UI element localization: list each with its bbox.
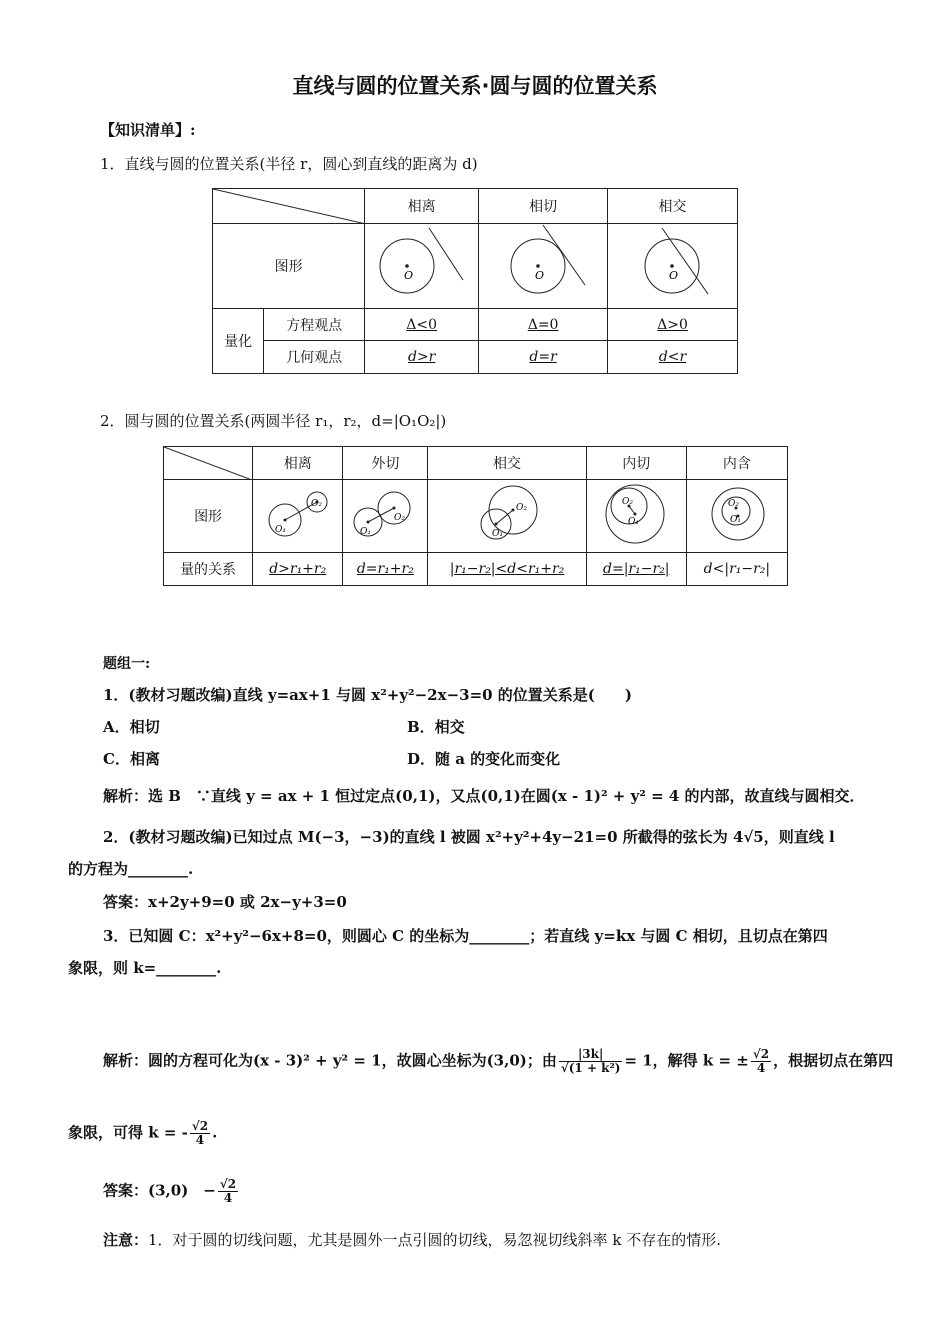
note	[103, 1229, 721, 1250]
page-title: 直线与圆的位置关系·圆与圆的位置关系	[292, 74, 658, 98]
geo-value: d=r	[479, 341, 608, 374]
line-circle-tangent-figure	[481, 224, 606, 304]
circles-external-tangent-figure	[344, 480, 426, 548]
q1-option-d: D．随 a 的变化而变化	[407, 750, 561, 768]
col-header: 内含	[686, 447, 787, 480]
eq-value: Δ=0	[479, 309, 608, 341]
q3-line1: 3．已知圆 C：x²+y²−6x+8=0，则圆心 C 的坐标为________；若直线 y=kx 与圆 C 相切，且切点在第四	[103, 927, 828, 945]
q3-fraction-k: $\frac{√2}{4}$	[752, 1047, 770, 1075]
circles-intersect-figure	[430, 480, 585, 548]
answer-fraction: $\frac{√2}{4}$	[219, 1177, 237, 1205]
col-header: 相交	[428, 447, 586, 480]
eq-value: Δ>0	[608, 309, 738, 341]
group1-heading: 题组一:	[103, 656, 151, 672]
o2-label: O₂	[727, 499, 739, 509]
figure-external-tangent	[343, 480, 428, 553]
line-circle-intersect-figure	[610, 224, 735, 304]
o2-label: O₂	[394, 513, 406, 523]
row-label-figure: 图形	[164, 480, 253, 553]
line-circle-table	[212, 188, 738, 374]
note-text: 1．对于圆的切线问题，尤其是圆外一点引圆的切线，易忽视切线斜率 k 不存在的情形.	[148, 1231, 721, 1249]
diagonal-line	[213, 189, 366, 224]
figure-intersect	[608, 224, 738, 309]
geo-value: d>r	[365, 341, 479, 374]
q1-option-c: C．相离	[103, 750, 160, 768]
figure-internal-tangent	[586, 480, 686, 553]
note-label: 注意：	[103, 1231, 149, 1249]
diagonal-header-cell	[213, 189, 365, 224]
row-label-quant: 量化	[213, 309, 264, 374]
col-header: 内切	[586, 447, 686, 480]
relation-value: d<|r₁−r₂|	[686, 553, 787, 586]
row-label-geo: 几何观点	[264, 341, 365, 374]
o1-label: O₁	[627, 517, 639, 527]
circles-contain-figure	[688, 480, 786, 548]
relation-value: d=r₁+r₂	[343, 553, 428, 586]
diagonal-line	[164, 447, 252, 480]
diagonal-header-cell	[164, 447, 253, 480]
q3-fraction	[559, 1048, 623, 1075]
figure-separate	[253, 480, 343, 553]
col-header: 相离	[365, 189, 479, 224]
q1-text: 1．(教材习题改编)直线 y=ax+1 与圆 x²+y²−2x−3=0 的位置关系是( )	[103, 686, 632, 704]
relation-value: |r₁−r₂|<d<r₁+r₂	[428, 553, 586, 586]
col-header: 外切	[343, 447, 428, 480]
row-label-eq: 方程观点	[264, 309, 365, 341]
col-header: 相切	[479, 189, 608, 224]
col-header: 相交	[608, 189, 738, 224]
knowledge-heading: 【知识清单】:	[100, 121, 196, 139]
circles-separate-figure	[255, 480, 341, 548]
q3-fraction-result: $\frac{√2}{4}$	[191, 1119, 209, 1147]
q1-option-a: A．相切	[103, 718, 160, 736]
center-label: O	[403, 269, 413, 282]
q3-analysis-part-c: ，根据切点在第四	[773, 1051, 894, 1070]
section2-heading: 2．圆与圆的位置关系(两圆半径 r₁，r₂，d=|O₁O₂|)	[100, 412, 447, 430]
q1-option-b: B．相交	[407, 718, 465, 736]
q3-analysis-part-b: = 1，解得 k = ±	[624, 1051, 749, 1070]
eq-value: Δ<0	[365, 309, 479, 341]
fraction-numerator: |3k|	[559, 1048, 623, 1062]
q2-line2: 的方程为________.	[68, 860, 194, 878]
row-label-figure: 图形	[213, 224, 365, 309]
o2-label: O₂	[621, 497, 633, 507]
q3-answer	[103, 1178, 240, 1205]
relation-value: d>r₁+r₂	[253, 553, 343, 586]
answer-value: (3,0) −	[148, 1181, 216, 1200]
center-label: O	[534, 269, 544, 282]
q1-analysis: 解析：选 B ∵直线 y = ax + 1 恒过定点(0,1)，又点(0,1)在圆(x - 1)² + y² = 4 的内部，故直线与圆相交．	[103, 787, 865, 805]
geo-value: d<r	[608, 341, 738, 374]
row-label-relation: 量的关系	[164, 553, 253, 586]
o1-label: O₁	[274, 525, 286, 535]
q3-line2: 象限，则 k=________.	[68, 959, 222, 977]
o2-label: O₂	[515, 503, 527, 513]
relation-value: d=|r₁−r₂|	[586, 553, 686, 586]
o1-label: O₁	[360, 527, 372, 537]
q3-analysis-line2: 象限，可得 k = - $\frac{√2}{4}$ .	[68, 1119, 218, 1147]
q3-analysis-part-a: 解析：圆的方程可化为(x - 3)² + y² = 1，故圆心坐标为(3,0)；由	[103, 1051, 557, 1070]
section1-heading: 1．直线与圆的位置关系(半径 r，圆心到直线的距离为 d)	[100, 155, 478, 173]
figure-intersect	[428, 480, 586, 553]
center-label: O	[669, 269, 679, 282]
answer-label: 答案：	[103, 1181, 149, 1200]
circles-internal-tangent-figure	[588, 480, 685, 548]
o1-label: O₁	[491, 529, 503, 539]
figure-contain	[686, 480, 787, 553]
line-circle-separate-figure	[367, 224, 477, 304]
q2-line1: 2．(教材习题改编)已知过点 M(−3，−3)的直线 l 被圆 x²+y²+4y−21=0 所截得的弦长为 4√5，则直线 l	[103, 828, 835, 846]
circle-circle-table	[163, 446, 788, 586]
figure-separate	[365, 224, 479, 309]
figure-tangent	[479, 224, 608, 309]
o1-label: O₁	[729, 515, 741, 525]
fraction-denominator: √(1 + k²)	[560, 1061, 621, 1075]
q3-analysis	[103, 1048, 893, 1075]
col-header: 相离	[253, 447, 343, 480]
o2-label: O₂	[310, 499, 322, 509]
q2-answer: 答案：x+2y+9=0 或 2x−y+3=0	[103, 893, 347, 911]
